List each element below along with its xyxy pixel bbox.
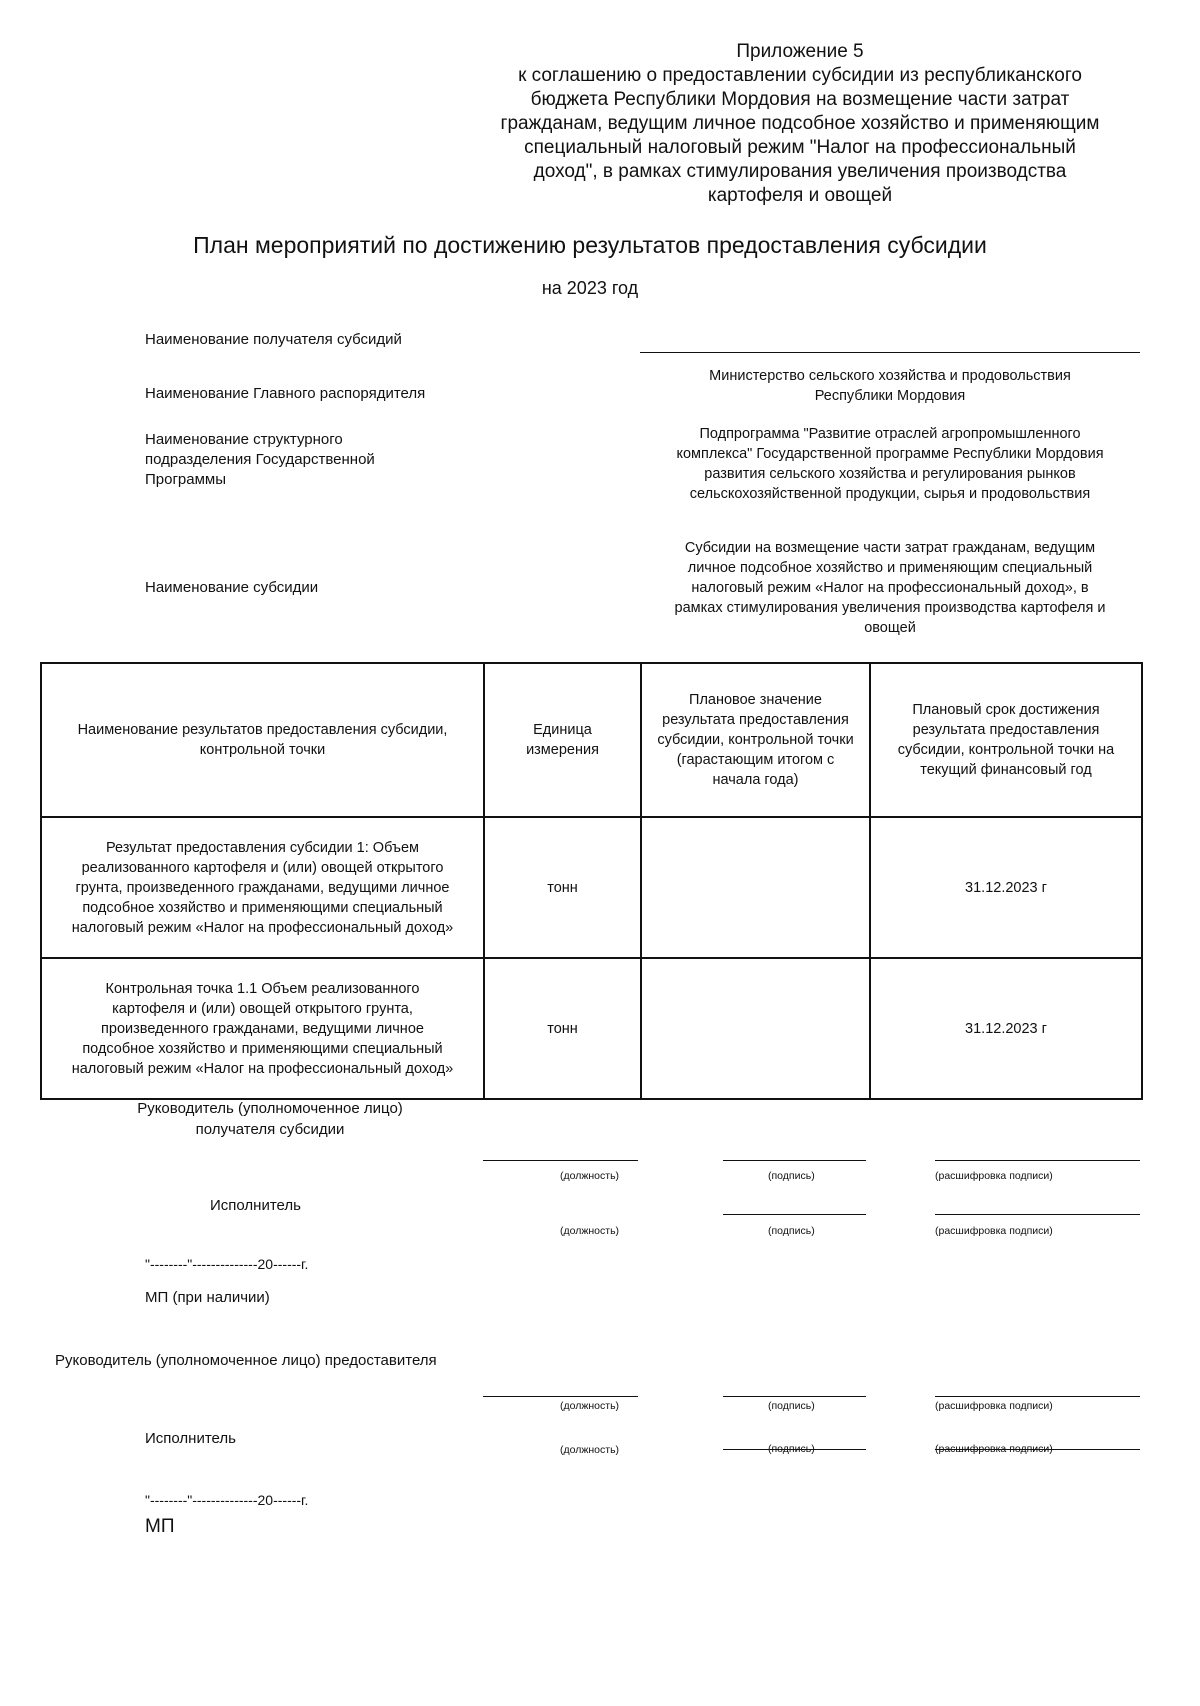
header-line: результата предоставления [912,722,1100,738]
caption-signature: (подпись) [768,1225,815,1237]
header-deadline [870,663,1142,817]
header-line: Плановое значение [689,692,822,708]
decoding-line [935,1214,1140,1215]
table-header-row [41,663,1142,817]
executor-label: Исполнитель [210,1197,301,1214]
header-line: начала года) [712,772,799,788]
subsidy-value-line: рамках стимулирования увеличения производства картофеля и [674,600,1106,616]
cell-line: налоговый режим «Налог на профессиональный доход» [71,919,454,936]
cell-line: Результат предоставления субсидии 1: Объем [106,839,419,856]
header-plan-value [641,663,870,817]
row-unit: тонн [484,817,641,958]
header-line: измерения [526,742,599,758]
appendix-header [470,40,1130,208]
header-line: контрольной точки [199,742,326,758]
cell-line: картофеля и (или) овощей открытого грунта, [112,1000,413,1017]
cell-line: подсобное хозяйство и применяющими специальный [82,899,443,916]
cell-line: налоговый режим «Налог на профессиональный доход» [71,1060,454,1077]
appendix-line: гражданам, ведущим личное подсобное хозяйство и применяющим [500,113,1100,134]
subsidy-value-line: овощей [864,620,916,636]
caption-signature: (подпись) [768,1170,815,1182]
header-line: Наименование результатов предоставления субсидии, [77,722,448,738]
subdivision-label [145,430,375,490]
appendix-line: специальный налоговый режим "Налог на профессиональный [524,137,1076,158]
date-line: "--------"--------------20------г. [145,1256,309,1272]
cell-line: подсобное хозяйство и применяющими специальный [82,1040,443,1057]
recipient-head-line: получателя субсидии [195,1121,345,1138]
manager-label: Наименование Главного распорядителя [145,385,426,402]
appendix-line: Приложение 5 [736,41,864,62]
caption-decoding: (расшифровка подписи) [935,1170,1053,1182]
header-line: субсидии, контрольной точки на [897,742,1115,758]
header-line: Плановый срок достижения [912,702,1100,718]
row-unit: тонн [484,958,641,1099]
header-line: субсидии, контрольной точки [657,732,854,748]
table-row [41,958,1142,1099]
row-plan-value [641,958,870,1099]
header-line: Единица [533,722,592,738]
appendix-line: доход", в рамках стимулирования увеличения производства [533,161,1067,182]
caption-position: (должность) [560,1444,620,1456]
row-result-name [41,817,484,958]
subdivision-value-line: комплекса" Государственной программе Республики Мордовия [676,446,1104,462]
subsidy-value-line: личное подсобное хозяйство и применяющим специальный [687,560,1093,576]
header-line: (гарастающим итогом с [676,752,835,768]
recipient-head-label [100,1098,440,1140]
cell-line: Контрольная точка 1.1 Объем реализованного [105,980,420,997]
cell-line: произведенного гражданами, ведущими личное [101,1020,424,1037]
table-row [41,817,1142,958]
subsidy-value-line: налоговый режим «Налог на профессиональный доход», в [691,580,1089,596]
subsidy-label: Наименование субсидии [145,579,319,596]
signature-line [723,1160,866,1161]
decoding-line [935,1396,1140,1397]
appendix-line: бюджета Республики Мордовия на возмещение части затрат [530,89,1070,110]
header-line: текущий финансовый год [920,762,1092,778]
row-plan-value [641,817,870,958]
row-deadline: 31.12.2023 г [870,817,1142,958]
header-line: результата предоставления [662,712,849,728]
caption-signature: (подпись) [768,1400,815,1412]
subdivision-value-line: Подпрограмма "Развитие отраслей агропромышленного [699,426,1081,442]
manager-value [640,366,1140,406]
decoding-line [935,1160,1140,1161]
appendix-line: картофеля и овощей [707,185,893,206]
manager-value-line: Министерство сельского хозяйства и продовольствия [709,368,1071,384]
recipient-blank-line [640,352,1140,353]
caption-decoding: (расшифровка подписи) [935,1443,1053,1455]
cell-line: грунта, произведенного гражданами, ведущими личное [75,879,450,896]
stamp-optional-label: МП (при наличии) [145,1289,270,1306]
row-result-name [41,958,484,1099]
caption-decoding: (расшифровка подписи) [935,1225,1053,1237]
appendix-line: к соглашению о предоставлении субсидии из республиканского [518,65,1082,86]
document-title: План мероприятий по достижению результатов предоставления субсидии [193,232,987,258]
caption-signature: (подпись) [768,1443,815,1455]
subsidy-value [640,538,1140,638]
date-line: "--------"--------------20------г. [145,1492,309,1508]
subdivision-value-line: развития сельского хозяйства и регулирования рынков [704,466,1076,482]
signature-line [723,1449,866,1450]
signature-line [723,1214,866,1215]
stamp-label: МП [145,1516,175,1537]
caption-position: (должность) [560,1225,620,1237]
subsidy-value-line: Субсидии на возмещение части затрат гражданам, ведущим [684,540,1096,556]
caption-decoding: (расшифровка подписи) [935,1400,1053,1412]
subdivision-label-line: Программы [145,471,227,488]
recipient-head-line: Руководитель (уполномоченное лицо) [137,1100,403,1117]
cell-line: реализованного картофеля и (или) овощей открытого [81,859,444,876]
caption-position: (должность) [560,1170,620,1182]
position-line [483,1396,638,1397]
caption-position: (должность) [560,1400,620,1412]
subdivision-value [640,424,1140,504]
row-deadline: 31.12.2023 г [870,958,1142,1099]
executor-label: Исполнитель [145,1430,236,1447]
header-unit [484,663,641,817]
subdivision-label-line: Наименование структурного [145,431,343,448]
signature-line [723,1396,866,1397]
decoding-line [935,1449,1140,1450]
manager-value-line: Республики Мордовия [814,388,966,404]
provider-head-label: Руководитель (уполномоченное лицо) предоставителя [55,1352,437,1369]
header-result-name [41,663,484,817]
position-line [483,1160,638,1161]
recipient-label: Наименование получателя субсидий [145,331,402,348]
document-year: на 2023 год [541,278,639,298]
plan-table [40,662,1143,1100]
subdivision-value-line: сельскохозяйственной продукции, сырья и продовольствия [689,486,1091,502]
subdivision-label-line: подразделения Государственной [145,451,375,468]
